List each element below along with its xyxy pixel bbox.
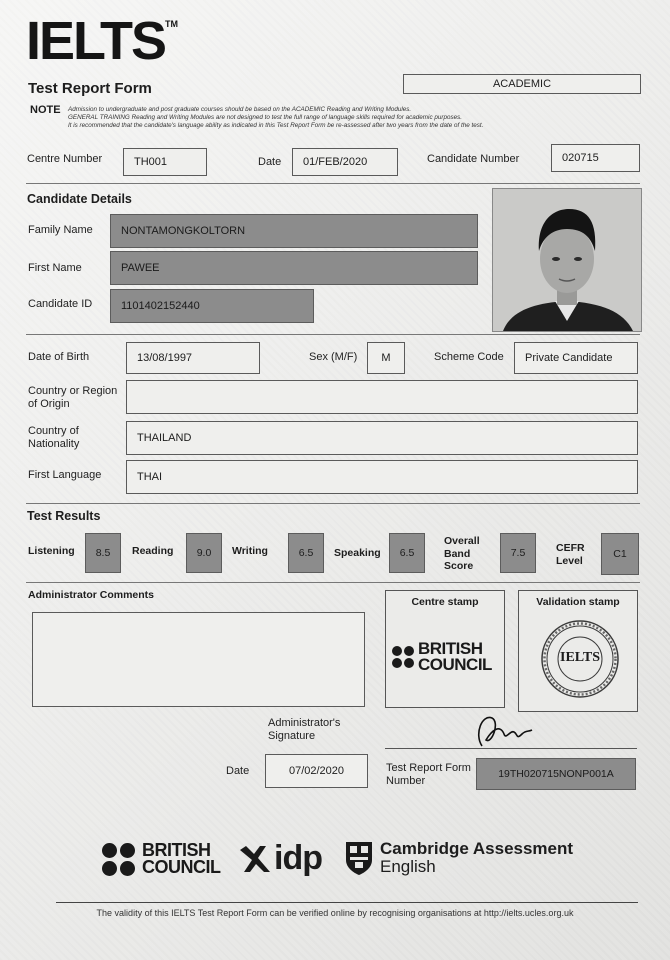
overall-label-line: Score [444,560,474,573]
family-name-value: NONTAMONGKOLTORN [121,225,246,237]
footer-rule [56,902,638,903]
divider [26,334,640,335]
admin-comments-label: Administrator Comments [28,589,155,601]
nationality-label-line: Country of [28,425,79,437]
cefr-level: C1 [601,533,639,575]
note-line: It is recommended that the candidate's language ability as indicated in this Test Report Form be re-assessed after two years from the date of the test. [68,121,484,129]
british-council-stamp [392,641,492,673]
module-value: ACADEMIC [492,78,552,90]
cambridge-line-2: English [380,857,436,876]
idp-logo-text: idp [274,839,322,877]
candidate-photo [492,188,642,332]
family-name-field [110,214,478,248]
cefr-label-line: Level [556,554,583,567]
trf-number-field [476,758,636,790]
note-line: Admission to undergraduate and post graduate courses should be based on the ACADEMIC Reading and Writing Modules. [68,106,412,113]
portrait-illustration [493,189,641,331]
candidate-number-label: Candidate Number [427,153,520,165]
candidate-id-label: Candidate ID [28,298,93,310]
stamp-text-line: COUNCIL [418,655,492,675]
divider [26,183,640,184]
dob-label: Date of Birth [28,351,90,363]
validation-seal [540,619,620,699]
trf-label-line: Number [386,774,426,787]
divider [26,503,640,504]
speaking-score: 6.5 [389,533,425,573]
writing-label: Writing [232,545,268,557]
test-date-value: 01/FEB/2020 [303,156,368,168]
overall-label-line: Overall [444,535,480,547]
logo-text-line: COUNCIL [142,857,221,878]
trf-number-value: 19TH020715NONP001A [498,768,614,780]
test-date-field [292,148,398,176]
candidate-number-value: 020715 [562,152,599,164]
listening-score: 8.5 [85,533,121,573]
cefr-label-line: CEFR [556,542,585,554]
dob-value: 13/08/1997 [137,352,193,364]
first-name-field [110,251,478,285]
cambridge-line-1: Cambridge Assessment [380,839,574,859]
first-language-label: First Language [28,469,102,481]
admin-date-field [265,754,368,788]
reading-label: Reading [132,545,174,557]
origin-label [28,385,117,410]
signature-label-line: Administrator's [268,717,341,729]
trf-number-label [386,762,471,787]
candidate-details-title: Candidate Details [27,192,132,206]
divider [26,582,640,583]
signature-mark [470,704,540,754]
scheme-code-value: Private Candidate [525,352,613,364]
overall-band-label [444,535,480,573]
centre-stamp-label: Centre stamp [411,596,479,608]
admin-date-value: 07/02/2020 [288,765,345,777]
module-box [403,74,641,94]
nationality-label-line: Nationality [28,437,80,450]
stamp-text-line: BRITISH [418,639,483,658]
logo-text-line: BRITISH [142,840,211,860]
origin-field [126,380,638,414]
footer-verification-text: The validity of this IELTS Test Report Form can be verified online by recognising organisations at http://ielts.ucles.org.uk [96,908,574,918]
sex-label: Sex (M/F) [309,351,358,363]
nationality-value: THAILAND [137,432,192,444]
cefr-label [556,542,585,567]
signature-label-line: Signature [268,729,316,742]
writing-score: 6.5 [288,533,324,573]
test-results-title: Test Results [27,509,101,523]
note-line: GENERAL TRAINING Reading and Writing Modules are not designed to test the full range of language skills required for academic purposes. [68,113,462,121]
first-name-value: PAWEE [121,262,160,274]
centre-number-field [123,148,207,176]
family-name-label: Family Name [28,224,93,236]
centre-number-label: Centre Number [27,153,103,165]
reading-score: 9.0 [186,533,222,573]
trf-label-line: Test Report Form [386,762,471,774]
candidate-number-field [551,144,640,172]
cambridge-logo [344,840,573,876]
british-council-logo [102,842,221,876]
date-label: Date [258,156,282,168]
idp-logo [236,840,322,876]
validation-stamp-box [518,590,638,712]
seal-text: IELTS [560,650,600,665]
dob-field [126,342,260,374]
cambridge-shield-icon [344,840,374,876]
note-label: NOTE [30,104,61,116]
british-council-logo-text [142,842,221,876]
signature-line [385,748,637,749]
candidate-id-value: 1101402152440 [121,300,200,312]
centre-number-value: TH001 [134,156,168,168]
speaking-label: Speaking [334,547,381,559]
candidate-id-field [110,289,314,323]
note-text [68,106,608,130]
cambridge-logo-text [380,840,573,876]
ielts-logo: IELTS™ [26,11,179,71]
overall-band-score: 7.5 [500,533,536,573]
form-title: Test Report Form [28,80,152,97]
origin-label-line: Country or Region [28,385,118,397]
overall-label-line: Band [444,547,471,560]
idp-mark-icon [236,840,272,876]
british-council-stamp-text [418,641,492,673]
first-name-label: First Name [28,262,82,274]
scheme-code-label: Scheme Code [434,351,504,363]
nationality-field [126,421,638,455]
first-language-value: THAI [137,471,163,483]
british-council-dots-icon [392,646,414,668]
origin-label-line: of Origin [28,397,70,410]
signature-label [268,717,340,742]
scheme-code-field [514,342,638,374]
listening-label: Listening [28,545,75,557]
sex-value: M [381,352,391,364]
first-language-field [126,460,638,494]
validation-stamp-label: Validation stamp [536,596,620,608]
sex-field [367,342,405,374]
nationality-label [28,425,79,450]
admin-comments-box [32,612,365,707]
centre-stamp-box [385,590,505,708]
british-council-dots-icon [102,843,135,876]
admin-date-label: Date [226,765,250,777]
